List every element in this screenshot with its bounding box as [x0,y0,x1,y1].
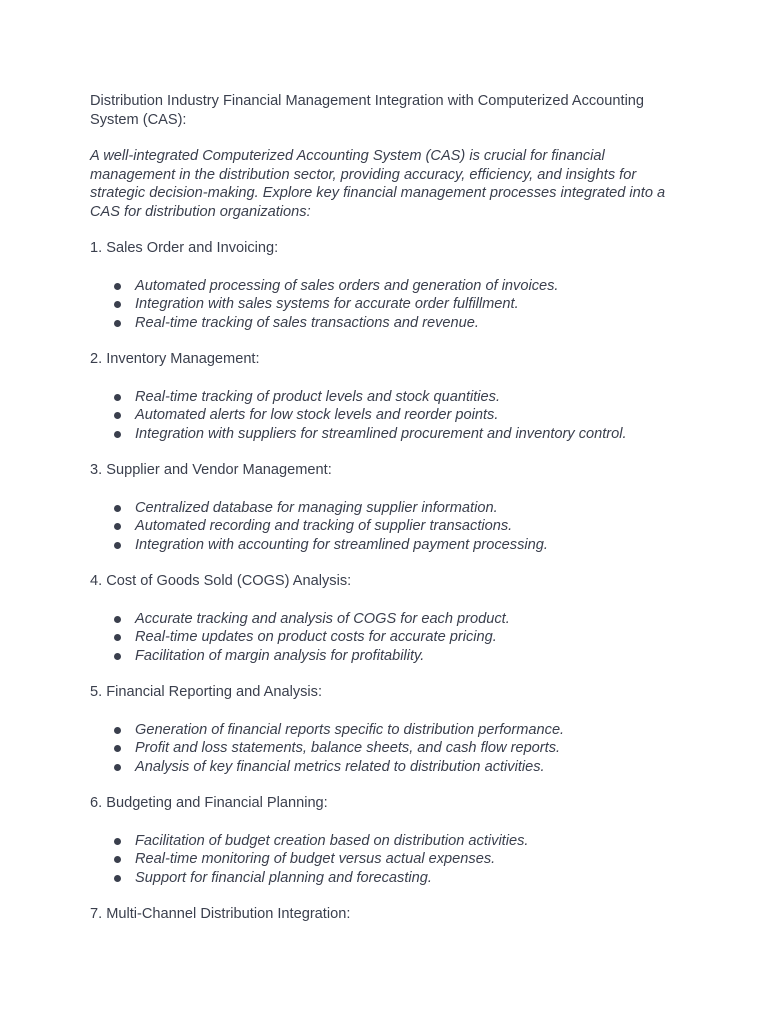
bullet-list [90,499,678,555]
bullet-dot-icon [114,616,121,623]
section-heading: 5. Financial Reporting and Analysis: [90,684,323,700]
section [90,350,678,443]
list-item [90,499,678,518]
bullet-dot-icon [114,542,121,549]
section-heading: 2. Inventory Management: [90,351,260,367]
section-heading: 4. Cost of Goods Sold (COGS) Analysis: [90,573,352,589]
bullet-list [90,388,678,444]
section [90,461,678,554]
bullet-dot-icon [114,745,121,752]
list-item [90,277,678,296]
bullet-dot-icon [114,412,121,419]
list-item [90,721,678,740]
list-item [90,295,678,314]
bullet-dot-icon [114,727,121,734]
list-item-text: Centralized database for managing supplier information. [135,499,498,516]
list-item [90,850,678,869]
bullet-dot-icon [114,320,121,327]
document-title: Distribution Industry Financial Management Integration with Computerized Accounting System (CAS): [90,93,645,128]
bullet-list [90,721,678,777]
bullet-dot-icon [114,634,121,641]
section-heading: 3. Supplier and Vendor Management: [90,462,332,478]
section-heading: 1. Sales Order and Invoicing: [90,240,279,256]
list-item-text: Real-time updates on product costs for accurate pricing. [135,629,497,645]
section-heading: 7. Multi-Channel Distribution Integration: [90,906,351,922]
list-item [90,739,678,758]
section [90,683,678,776]
section [90,905,678,924]
section-heading: 6. Budgeting and Financial Planning: [90,795,328,811]
list-item [90,758,678,777]
list-item [90,832,678,851]
list-item-text: Automated processing of sales orders and generation of invoices. [135,277,559,294]
section [90,239,678,332]
list-item [90,425,678,444]
list-item-text: Accurate tracking and analysis of COGS for each product. [135,610,510,627]
bullet-dot-icon [114,301,121,308]
list-item-text: Real-time tracking of product levels and stock quantities. [135,388,501,405]
list-item [90,610,678,629]
bullet-dot-icon [114,764,121,771]
list-item [90,647,678,666]
list-item-text: Analysis of key financial metrics related to distribution activities. [135,758,545,775]
bullet-dot-icon [114,523,121,530]
section [90,794,678,887]
bullet-dot-icon [114,838,121,845]
bullet-dot-icon [114,431,121,438]
list-item [90,388,678,407]
list-item-text: Integration with accounting for streamlined payment processing. [135,536,548,553]
list-item [90,628,678,647]
list-item-text: Real-time monitoring of budget versus actual expenses. [135,851,496,867]
bullet-dot-icon [114,283,121,290]
list-item [90,406,678,425]
list-item-text: Integration with sales systems for accurate order fulfillment. [135,296,519,312]
list-item [90,314,678,333]
list-item-text: Automated recording and tracking of supplier transactions. [135,518,513,534]
list-item-text: Facilitation of budget creation based on distribution activities. [135,832,529,849]
bullet-dot-icon [114,394,121,401]
bullet-dot-icon [114,505,121,512]
list-item-text: Generation of financial reports specific to distribution performance. [135,721,565,738]
list-item-text: Facilitation of margin analysis for profitability. [135,647,425,664]
bullet-list [90,610,678,666]
bullet-dot-icon [114,653,121,660]
bullet-list [90,832,678,888]
bullet-list [90,277,678,333]
list-item-text: Profit and loss statements, balance sheets, and cash flow reports. [135,740,561,756]
list-item-text: Automated alerts for low stock levels and reorder points. [135,407,499,423]
list-item [90,517,678,536]
list-item-text: Support for financial planning and forecasting. [135,869,432,886]
bullet-dot-icon [114,856,121,863]
bullet-dot-icon [114,875,121,882]
list-item [90,869,678,888]
list-item [90,536,678,555]
document-intro: A well-integrated Computerized Accounting System (CAS) is crucial for financial management in the distribution sector, providing accuracy, efficiency, and insights for strategic decision-making. Explore key financial management processes integrated into a CAS for distribution organizations: [90,148,666,220]
list-item-text: Real-time tracking of sales transactions and revenue. [135,314,479,331]
section [90,572,678,665]
list-item-text: Integration with suppliers for streamlined procurement and inventory control. [135,425,627,442]
